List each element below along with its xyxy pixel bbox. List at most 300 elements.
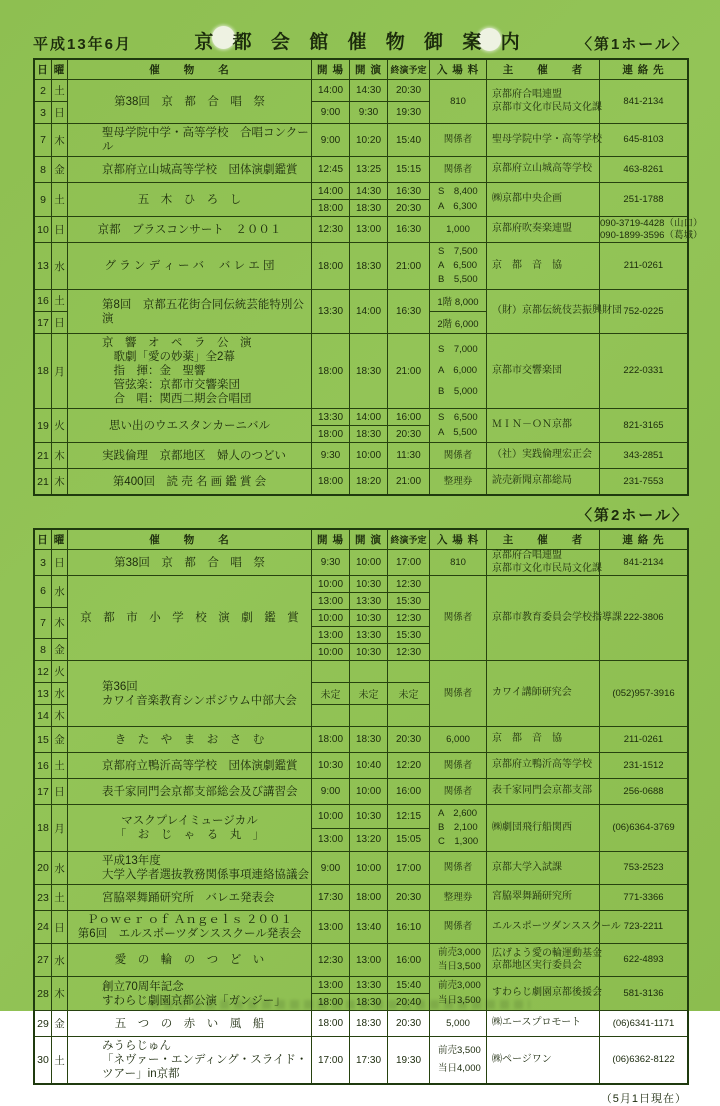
start-time-column: [349, 334, 387, 408]
end-time-column: [387, 80, 429, 123]
contact-phone-line: 251-1788: [623, 193, 664, 205]
end-time: 20:30: [395, 1018, 422, 1029]
event-row: [35, 333, 687, 408]
day-column: [35, 753, 51, 778]
event-title: [67, 779, 311, 804]
event-title-line: カワイ音楽教育シンポジウム中部大会: [102, 694, 297, 707]
event-title: [67, 576, 311, 660]
day-cell: 3: [35, 101, 51, 123]
weekday-cell: 水: [52, 682, 67, 704]
end-time-column: [387, 1037, 429, 1083]
event-row: [35, 289, 687, 333]
weekday-cell: 土: [54, 295, 65, 307]
contact-phone-line: 821-3165: [623, 419, 664, 431]
event-title: [67, 1011, 311, 1036]
event-row: [35, 156, 687, 182]
weekday-cell: 月: [54, 365, 65, 378]
end-time: [388, 661, 429, 682]
event-row: [35, 910, 687, 943]
day-cell: 16: [37, 294, 49, 307]
organizer: [486, 409, 599, 442]
event-row: [35, 408, 687, 442]
admission-fee: [429, 443, 486, 468]
column-header: 主 催 者: [486, 60, 599, 79]
hall2-label: 〈第2ホール〉: [576, 507, 689, 524]
event-title-line: 第6回 エルスポーツダンススクール発表会: [77, 928, 302, 940]
weekday-cell: 水: [54, 954, 65, 967]
weekday-cell: 木: [52, 704, 67, 726]
event-title-line: 創立70周年記念: [102, 980, 184, 993]
start-time: 10:30: [350, 609, 387, 626]
admission-fee: [429, 1011, 486, 1036]
weekday-column: [51, 469, 67, 494]
weekday-cell: 金: [52, 638, 67, 660]
weekday-cell: 火: [54, 666, 65, 678]
event-title: [67, 290, 311, 333]
event-title-line: 五 木 ひ ろ し: [137, 193, 242, 206]
open-time: [312, 704, 349, 726]
event-title-line: 愛 の 輪 の つ ど い: [114, 954, 265, 966]
event-title-line: 京都府立山城高等学校 団体演劇鑑賞: [102, 163, 298, 176]
contact-phone-line: 841-2134: [623, 556, 664, 568]
event-title-line: 表千家同門会京都支部総会及び講習会: [102, 785, 298, 798]
organizer-line: （財）京都伝統伎芸振興財団: [492, 305, 622, 317]
start-time: 10:30: [350, 643, 387, 660]
end-time-column: [387, 911, 429, 943]
start-time: 14:30: [355, 85, 382, 96]
day-cell: 13: [35, 682, 51, 704]
admission-fee-cell: 2階 6,000: [430, 311, 486, 333]
open-time: 13:30: [317, 411, 344, 423]
organizer: [486, 885, 599, 910]
admission-fee-line: S 7,000: [438, 344, 478, 355]
event-title-line: 「 お じ ゃ る 丸 」: [114, 829, 265, 841]
admission-fee-line: S 6,500: [438, 412, 478, 424]
weekday-cell: 土: [54, 760, 65, 772]
open-time-column: [311, 443, 349, 468]
event-title-line: 第400回 読 売 名 画 鑑 賞 会: [112, 475, 267, 488]
open-time: 9:30: [320, 557, 341, 568]
organizer-line: 京都大学入試課: [492, 861, 562, 873]
event-title-line: 実践倫理 京都地区 婦人のつどい: [102, 449, 286, 462]
weekday-column: [51, 805, 67, 851]
contact-phone-line: 256-0688: [623, 785, 664, 797]
day-cell: 28: [37, 987, 49, 1000]
admission-fee-line: 関係者: [443, 862, 473, 873]
event-title-line: 歌劇「愛の妙薬」全2幕: [102, 351, 235, 363]
admission-fee-line: 整理券: [443, 891, 473, 903]
contact-phone-line: (06)6341-1171: [612, 1017, 675, 1029]
day-cell: 7: [40, 134, 46, 146]
admission-fee: [429, 852, 486, 884]
day-column: [35, 727, 51, 752]
contact-phone: [599, 243, 687, 289]
contact-phone-line: 222-0331: [623, 365, 664, 376]
open-time: 18:00: [317, 365, 344, 377]
open-time: 9:00: [312, 101, 349, 123]
open-time: 10:00: [312, 609, 349, 626]
organizer: [486, 217, 599, 242]
day-column: [35, 409, 51, 442]
weekday-cell: 木: [54, 450, 65, 462]
contact-phone: [599, 661, 687, 726]
admission-fee: [429, 1037, 486, 1083]
day-column: [35, 80, 51, 123]
admission-fee-line: 関係者: [443, 759, 473, 771]
column-header: 終演予定: [387, 530, 429, 549]
organizer-line: 京都府立山城高等学校: [492, 163, 592, 175]
event-row: [35, 123, 687, 156]
organizer: [486, 805, 599, 851]
organizer-line: 読売新聞京都総局: [492, 475, 572, 487]
weekday-column: [51, 1037, 67, 1083]
organizer-line: 京都府合唱連盟: [492, 89, 562, 100]
day-column: [35, 183, 51, 216]
admission-fee: [429, 661, 486, 726]
open-time-column: [311, 124, 349, 156]
open-time-column: [311, 805, 349, 851]
event-title-line: グ ラ ン デ ィ ー バ バ レ エ 団: [104, 260, 275, 272]
weekday-column: [51, 1011, 67, 1036]
end-time: 12:20: [395, 760, 422, 771]
open-time: 未定: [312, 682, 349, 704]
start-time-column: [349, 805, 387, 851]
event-title: [67, 124, 311, 156]
column-header: 開 演: [349, 60, 387, 79]
organizer: [486, 157, 599, 182]
column-header: 主 催 者: [486, 530, 599, 549]
organizer-line: エルスポーツダンススクール: [492, 920, 621, 932]
contact-phone-line: 343-2851: [623, 449, 664, 461]
weekday-cell: 火: [54, 420, 65, 432]
day-cell: 20: [37, 862, 49, 874]
day-column: [35, 911, 51, 943]
organizer: [486, 1011, 599, 1036]
admission-fee: [429, 157, 486, 182]
admission-fee-line: 前売3,500: [438, 1044, 481, 1056]
start-time: 14:00: [355, 411, 382, 423]
contact-phone: [599, 779, 687, 804]
end-time: 16:00: [395, 786, 422, 797]
event-title-line: 京 都 市 小 学 校 演 劇 鑑 賞: [80, 612, 299, 624]
admission-fee: [429, 805, 486, 851]
event-title-line: 平成13年度: [102, 855, 161, 867]
admission-fee: [429, 576, 486, 660]
admission-fee-line: 関係者: [443, 163, 473, 175]
weekday-cell: 土: [54, 194, 65, 206]
start-time: [350, 704, 387, 726]
organizer-line: ＭＩＮ－ＯＮ京都: [492, 419, 572, 431]
contact-phone: [599, 183, 687, 216]
table-header-row: [35, 530, 687, 549]
event-row: [35, 1036, 687, 1083]
day-column: [35, 944, 51, 976]
end-time-column: [387, 779, 429, 804]
admission-fee: [429, 911, 486, 943]
contact-phone-line: 211-0261: [623, 733, 664, 745]
contact-phone: [599, 852, 687, 884]
start-time-column: [349, 443, 387, 468]
start-time: 9:30: [350, 101, 387, 123]
organizer: [486, 550, 602, 575]
event-title-line: 五 つ の 赤 い 風 船: [114, 1017, 265, 1030]
event-title: [67, 944, 311, 976]
end-time: 21:00: [395, 260, 422, 272]
open-time-column: [311, 1011, 349, 1036]
organizer: [486, 944, 602, 976]
end-time: 20:30: [395, 734, 422, 745]
open-time-column: [311, 550, 349, 575]
day-column: [35, 157, 51, 182]
event-title: [67, 753, 311, 778]
contact-phone: [599, 911, 687, 943]
column-header: 連 絡 先: [599, 60, 687, 79]
contact-phone-line: 752-0225: [623, 305, 664, 317]
admission-fee: [429, 885, 486, 910]
weekday-column: [51, 409, 67, 442]
start-time: 10:30: [355, 810, 382, 822]
weekday-cell: 木: [54, 476, 65, 488]
event-row: [35, 182, 687, 216]
event-title-line: 合 唱：関西二期会合唱団: [102, 393, 252, 405]
weekday-cell: 土: [54, 1054, 65, 1067]
open-time: [312, 661, 349, 682]
admission-fee: [429, 944, 486, 976]
start-time: 10:00: [355, 786, 382, 797]
admission-fee-line: 関係者: [443, 134, 473, 145]
day-column: [35, 243, 51, 289]
start-time: 13:30: [355, 979, 382, 991]
event-row: [35, 943, 687, 976]
organizer-line: ㈱エースプロモート: [492, 1017, 582, 1029]
start-time-column: [349, 243, 387, 289]
admission-fee-line: 関係者: [443, 687, 473, 699]
open-time: 18:00: [317, 734, 344, 745]
contact-phone: [599, 334, 687, 408]
day-cell: 18: [37, 822, 49, 834]
weekday-cell: 日: [52, 101, 67, 123]
event-title-line: みうらじゅん: [102, 1040, 171, 1052]
start-time-column: [349, 183, 387, 216]
day-column: [35, 885, 51, 910]
end-time: 20:30: [395, 892, 422, 903]
organizer-line: 表千家同門会京都支部: [492, 785, 592, 797]
open-time: 13:00: [317, 979, 344, 991]
contact-phone: [599, 576, 687, 660]
admission-fee-line: 810: [450, 95, 466, 107]
weekday-cell: 金: [54, 164, 65, 176]
start-time: 13:40: [355, 921, 382, 933]
day-column: [35, 805, 51, 851]
admission-fee-line: A 5,500: [438, 426, 478, 438]
organizer: [486, 753, 599, 778]
column-header: 開 場: [311, 530, 349, 549]
start-time-column: [349, 157, 387, 182]
admission-fee-line: 当日4,000: [438, 1063, 481, 1075]
weekday-cell: 日: [54, 921, 65, 934]
contact-phone: [599, 157, 687, 182]
admission-fee: [429, 409, 486, 442]
end-time: 未定: [388, 682, 429, 704]
organizer-line: 宮脇翠舞踊研究所: [492, 891, 572, 903]
open-time: 10:30: [317, 760, 344, 771]
day-cell: 30: [37, 1054, 49, 1066]
day-cell: 23: [37, 891, 49, 904]
organizer-line: カワイ講師研究会: [492, 687, 572, 699]
event-title-line: 思い出のウエスタンカーニバル: [109, 419, 270, 432]
admission-fee-line: 前売3,000: [438, 980, 481, 992]
weekday-cell: 水: [54, 862, 65, 875]
weekday-column: [51, 334, 67, 408]
event-row: [35, 804, 687, 851]
organizer: [486, 661, 599, 726]
organizer-line: 京 都 音 協: [492, 259, 562, 271]
organizer: [486, 1037, 599, 1083]
event-row: [35, 726, 687, 752]
admission-fee-line: B 5,000: [438, 386, 478, 397]
day-cell: 19: [37, 419, 49, 432]
admission-fee: [429, 290, 486, 333]
column-header: 開 場: [311, 60, 349, 79]
day-cell: 9: [40, 193, 46, 206]
column-header: 催 物 名: [67, 60, 311, 79]
end-time-column: [387, 334, 429, 408]
end-time: 16:10: [395, 921, 422, 933]
contact-phone-line: 723-2211: [623, 921, 664, 932]
event-row: [35, 660, 687, 726]
day-column: [35, 124, 51, 156]
contact-phone-line: 231-1512: [623, 759, 664, 771]
hall1-label: 〈第1ホール〉: [576, 36, 689, 53]
event-title: [67, 550, 311, 575]
contact-phone-line: (052)957-3916: [612, 687, 675, 699]
open-time: 17:30: [317, 892, 344, 903]
event-row: [35, 778, 687, 804]
event-title: [67, 727, 311, 752]
event-title-line: 京都 ブラスコンサート ２００１: [97, 223, 282, 236]
end-time: 16:00: [395, 411, 422, 423]
end-time-column: [387, 469, 429, 494]
open-time: 9:00: [320, 786, 341, 797]
contact-phone: [599, 944, 687, 976]
end-time: [388, 704, 429, 726]
contact-phone-line: 211-0261: [623, 260, 664, 271]
weekday-cell: 水: [54, 585, 65, 598]
column-header: 日: [37, 534, 49, 546]
open-time: 12:30: [317, 954, 344, 966]
start-time-column: [349, 944, 387, 976]
day-column: [35, 334, 51, 408]
admission-fee-line: C 1,300: [438, 836, 479, 847]
start-time: 10:00: [355, 450, 382, 461]
open-time: 9:00: [320, 862, 341, 874]
weekday-cell: 日: [52, 311, 67, 333]
organizer-line: 京都地区実行委員会: [492, 960, 582, 971]
end-time: 15:40: [395, 979, 422, 991]
day-column: [35, 661, 51, 726]
open-time-column: [311, 157, 349, 182]
start-time: 14:00: [355, 306, 382, 317]
organizer-line: 広げよう愛の輪運動基金: [492, 947, 602, 959]
hall1-schedule-table: [33, 58, 703, 496]
start-time: [350, 661, 387, 682]
admission-fee-line: 1,000: [446, 223, 470, 235]
contact-phone-line: 622-4893: [623, 954, 664, 965]
end-time: 16:30: [395, 306, 422, 317]
end-time: 17:00: [395, 862, 422, 874]
weekday-column: [51, 661, 67, 726]
start-time: 14:30: [355, 185, 382, 197]
end-time-column: [387, 852, 429, 884]
start-time-column: [349, 124, 387, 156]
open-time: 9:30: [320, 450, 341, 461]
contact-phone: [599, 885, 687, 910]
end-time: 19:30: [395, 1054, 422, 1066]
end-time: 16:00: [395, 954, 422, 966]
end-time-column: [387, 944, 429, 976]
day-column: [35, 550, 51, 575]
column-header: 連 絡 先: [599, 530, 687, 549]
open-time-column: [311, 911, 349, 943]
weekday-column: [51, 727, 67, 752]
end-time: 15:05: [388, 828, 429, 852]
end-time: 15:40: [395, 134, 422, 146]
weekday-column: [51, 243, 67, 289]
open-time: 13:00: [312, 828, 349, 852]
day-cell: 18: [37, 365, 49, 377]
day-cell: 13: [37, 260, 49, 272]
day-cell: 8: [35, 638, 51, 660]
event-title: [67, 217, 311, 242]
end-time: 12:30: [388, 609, 429, 626]
contact-phone: [599, 550, 687, 575]
open-time: 10:00: [312, 643, 349, 660]
day-column: [35, 779, 51, 804]
column-header: 開 演: [349, 530, 387, 549]
event-title-line: 指 揮：金 聖響: [102, 365, 206, 377]
weekday-cell: 金: [54, 734, 65, 746]
open-time: 10:00: [317, 578, 344, 590]
open-time-column: [311, 885, 349, 910]
start-time-column: [349, 661, 387, 726]
open-time-column: [311, 183, 349, 216]
contact-phone: [599, 80, 687, 123]
weekday-cell: 日: [54, 224, 65, 236]
admission-fee-line: S 7,500: [438, 246, 478, 257]
open-time: 18:00: [317, 476, 344, 487]
event-title-line: Ｐｏｗｅｒ ｏｆ Ａｎｇｅｌｓ ２００１: [86, 914, 293, 926]
day-column: [35, 217, 51, 242]
start-time: 10:20: [355, 134, 382, 146]
end-time-column: [387, 243, 429, 289]
event-title: [67, 80, 311, 123]
admission-fee: [429, 334, 486, 408]
open-time: 18:00: [317, 1018, 344, 1029]
end-time-column: [387, 805, 429, 851]
day-cell: 2: [40, 84, 46, 97]
end-time-column: [387, 550, 429, 575]
open-time-column: [311, 290, 349, 333]
open-time: 18:00: [312, 993, 349, 1010]
open-time: 17:00: [317, 1054, 344, 1066]
admission-fee-line: 関係者: [443, 921, 473, 932]
start-time: 18:30: [355, 260, 382, 272]
weekday-cell: 日: [54, 786, 65, 798]
organizer-line: 京都府吹奏楽連盟: [492, 223, 572, 235]
event-row: [35, 242, 687, 289]
contact-phone: [599, 1011, 687, 1036]
organizer-line: ㈱ページワン: [492, 1053, 552, 1065]
